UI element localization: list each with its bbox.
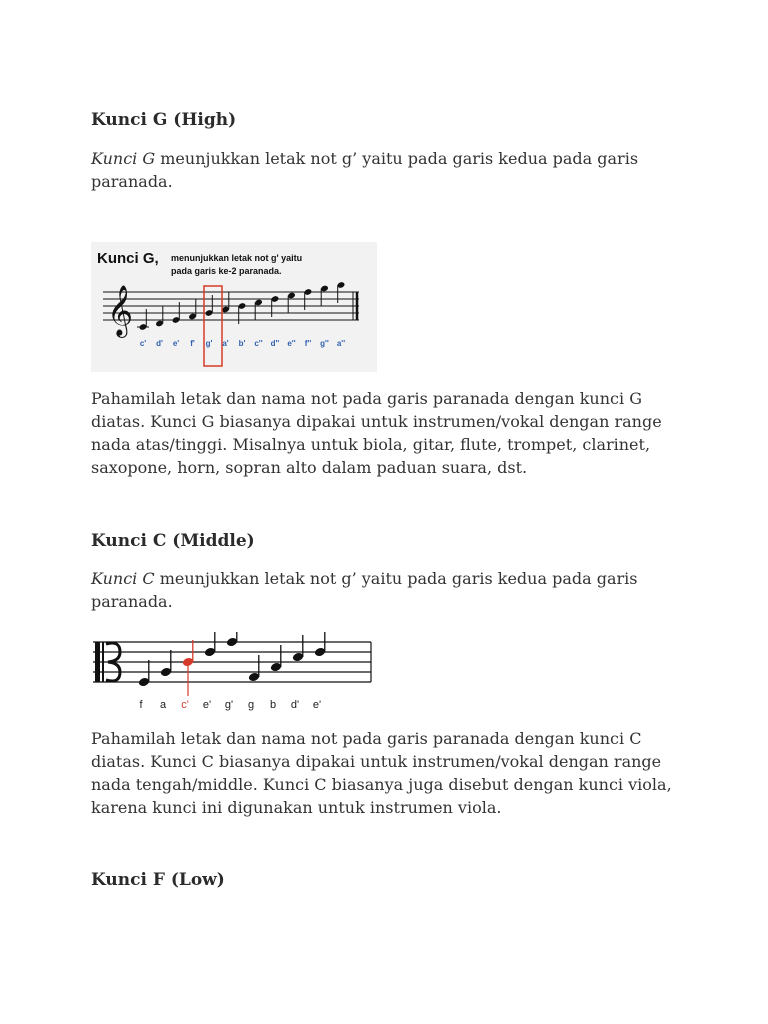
note-label: g' <box>224 699 234 711</box>
note-label: e' <box>312 699 322 711</box>
note-label: f <box>139 699 143 711</box>
paragraph-kunci-g-intro <box>91 147 681 193</box>
note-label: d' <box>156 339 163 348</box>
treble-clef-icon: 𝄞 <box>107 286 134 335</box>
figure-g-caption-line2: pada garis ke-2 paranada. <box>171 266 282 276</box>
note-label: e' <box>202 699 212 711</box>
note-label: c' <box>181 699 189 711</box>
note-label: b <box>269 699 277 711</box>
treble-clef-diagram <box>91 242 377 372</box>
heading-kunci-g: Kunci G (High) <box>91 110 237 130</box>
figure-g-caption-line1: menunjukkan letak not g' yaitu <box>171 253 303 263</box>
note-label: a'' <box>336 339 346 348</box>
note-label: a <box>159 699 167 711</box>
intro-g-text: meunjukkan letak not g’ yaitu pada garis kedua pada garis paranada. <box>91 149 639 191</box>
term-kunci-c: Kunci C <box>91 569 155 588</box>
note-label: c' <box>139 339 147 348</box>
note-label: a' <box>222 339 229 348</box>
paragraph-kunci-c-intro <box>91 567 681 613</box>
note-label: e'' <box>287 339 296 348</box>
figure-alto-clef <box>91 632 381 716</box>
term-kunci-g: Kunci G <box>91 149 156 168</box>
paragraph-kunci-c-explanation: Pahamilah letak dan nama not pada garis paranada dengan kunci C diatas. Kunci C biasanya dipakai untuk instrumen/vokal dengan range nada tengah/middle. Kunci C biasanya juga disebut dengan kunci viola, karena kunci ini digunakan untuk instrumen viola. <box>91 729 672 817</box>
figure-g-title: Kunci G, <box>97 250 159 267</box>
note-label: g'' <box>320 339 329 348</box>
alto-note-labels <box>139 699 321 711</box>
heading-kunci-c: Kunci C (Middle) <box>91 531 255 551</box>
intro-c-text: meunjukkan letak not g’ yaitu pada garis kedua pada garis paranada. <box>91 569 638 611</box>
alto-clef-diagram <box>91 632 381 716</box>
note-label: f'' <box>304 339 312 348</box>
figure-treble-clef <box>91 242 377 372</box>
note-label: f' <box>190 339 195 348</box>
note-label: g' <box>205 339 213 348</box>
note-label: d' <box>290 699 300 711</box>
note-label: d'' <box>270 339 280 348</box>
note-label: c'' <box>254 339 263 348</box>
alto-staff-lines <box>93 642 371 682</box>
note-label: g <box>247 699 255 711</box>
note-label: e' <box>172 339 180 348</box>
note-label: b' <box>238 339 246 348</box>
heading-kunci-f: Kunci F (Low) <box>91 870 225 890</box>
paragraph-kunci-g-explanation: Pahamilah letak dan nama not pada garis paranada dengan kunci G diatas. Kunci G biasanya dipakai untuk instrumen/vokal dengan range nada atas/tinggi. Misalnya untuk biola, gitar, flute, trompet, clarinet, saxopone, horn, sopran alto dalam paduan suara, dst. <box>91 389 662 477</box>
